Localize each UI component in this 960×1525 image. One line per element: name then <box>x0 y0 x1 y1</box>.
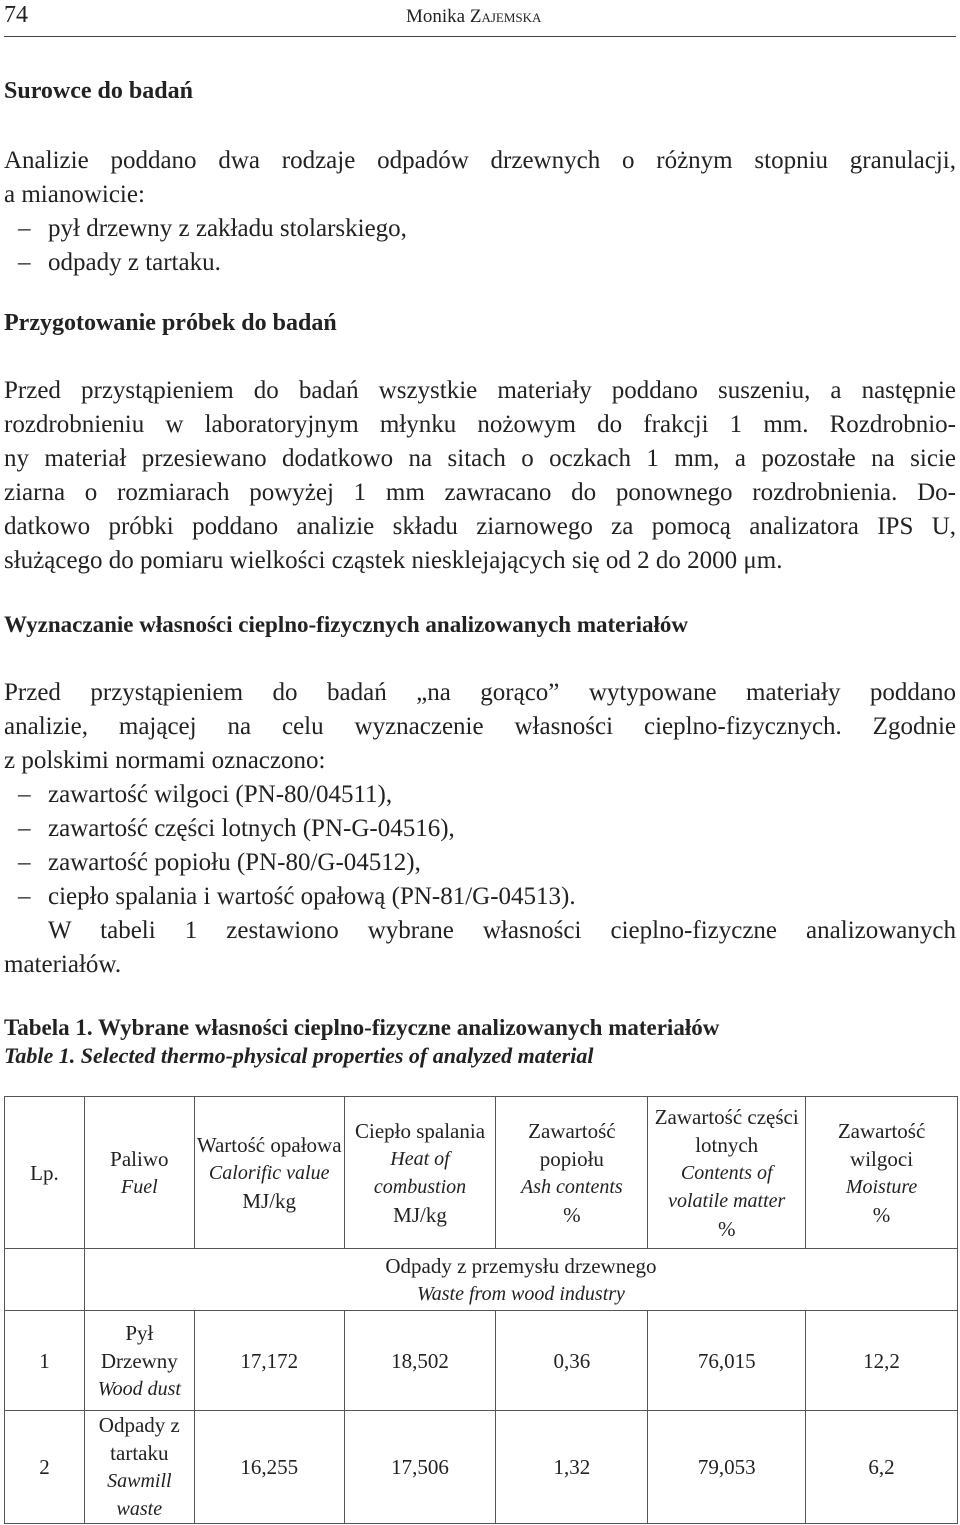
header-en: Ash contents <box>521 1175 623 1198</box>
header-pl: Zawartość popiołu <box>528 1118 616 1171</box>
cell-volatile: 79,053 <box>648 1411 806 1524</box>
table-caption-polish: Tabela 1. Wybrane własności cieplno-fizyczne analizowanych materiałów <box>4 1015 720 1040</box>
header-cell-moisture <box>806 1097 958 1249</box>
cell-lp: 2 <box>5 1411 85 1524</box>
author-first-name: Monika <box>406 6 470 27</box>
table-caption-english: Table 1. Selected thermo-physical properties of analyzed material <box>4 1043 594 1068</box>
header-pl: Paliwo <box>110 1146 169 1171</box>
group-lp-cell <box>5 1249 85 1311</box>
cell-calorific: 17,172 <box>194 1311 344 1411</box>
dash-bullet: – <box>18 781 31 808</box>
header-unit: % <box>717 1216 736 1241</box>
paragraph-thermophysical <box>4 676 956 778</box>
list-item <box>4 846 576 880</box>
header-cell-lp <box>5 1097 85 1249</box>
paragraph-table-intro <box>4 914 956 982</box>
header-pl: Ciepło spalania <box>354 1118 486 1143</box>
header-en: Moisture <box>845 1175 918 1198</box>
cell-fuel <box>84 1411 194 1524</box>
list-item <box>4 212 407 246</box>
fuel-en: Wood dust <box>97 1377 181 1400</box>
table-header-row <box>5 1097 958 1249</box>
list-item <box>4 246 407 280</box>
list-item-text: odpady z tartaku. <box>48 249 221 276</box>
section-heading-sample-preparation: Przygotowanie próbek do badań <box>4 310 337 336</box>
properties-table <box>4 1096 958 1524</box>
text-line: analizie, mającej na celu wyznaczenie własności cieplno-fizycznych. Zgodnie <box>4 713 956 740</box>
header-cell-calorific <box>194 1097 344 1249</box>
page-header <box>4 0 956 37</box>
list-item-text: zawartość popiołu (PN-80/G-04512), <box>48 849 421 876</box>
text-line: z polskimi normami oznaczono: <box>4 747 326 774</box>
cell-calorific: 16,255 <box>194 1411 344 1524</box>
running-head-author <box>406 6 541 28</box>
cell-lp: 1 <box>5 1311 85 1411</box>
fuel-en: Sawmill waste <box>107 1470 172 1520</box>
header-cell-fuel <box>84 1097 194 1249</box>
text-line: ziarna o rozmiarach powyżej 1 mm zawracano do ponownego rozdrobnienia. Do- <box>4 479 956 506</box>
dash-bullet: – <box>18 883 31 910</box>
dash-bullet: – <box>18 849 31 876</box>
group-label-en: Waste from wood industry <box>416 1282 625 1305</box>
cell-moisture: 6,2 <box>806 1411 958 1524</box>
header-pl: Zawartość części lotnych <box>654 1104 799 1157</box>
page-number: 74 <box>4 2 28 28</box>
materials-list <box>4 212 407 280</box>
text-line: W tabeli 1 zestawiono wybrane własności cieplno-fizyczne analizowanych <box>48 917 956 944</box>
cell-moisture: 12,2 <box>806 1311 958 1411</box>
header-unit: % <box>872 1202 891 1227</box>
list-item <box>4 812 576 846</box>
dash-bullet: – <box>18 815 31 842</box>
section-heading-materials: Surowce do badań <box>4 78 193 104</box>
cell-heat: 17,506 <box>344 1411 496 1524</box>
header-cell-heat <box>344 1097 496 1249</box>
author-last-name: Zajemska <box>469 6 542 27</box>
header-en: Heat of combustion <box>373 1147 467 1198</box>
text-line: Analizie poddano dwa rodzaje odpadów drzewnych o różnym stopniu granulacji, <box>4 147 956 174</box>
header-en: Contents of volatile matter <box>668 1161 786 1212</box>
text-line: Przed przystąpieniem do badań „na gorąco” wytypowane materiały poddano <box>4 679 956 706</box>
dash-bullet: – <box>18 249 31 276</box>
cell-heat: 18,502 <box>344 1311 496 1411</box>
dash-bullet: – <box>18 215 31 242</box>
text-line: ny materiał przesiewano dodatkowo na sitach o oczkach 1 mm, a pozostałe na sicie <box>4 445 956 472</box>
text-line: rozdrobnieniu w laboratoryjnym młynku nożowym do frakcji 1 mm. Rozdrobnio- <box>4 411 956 438</box>
list-item-text: zawartość części lotnych (PN-G-04516), <box>48 815 455 842</box>
text-line: Przed przystąpieniem do badań wszystkie materiały poddano suszeniu, a następnie <box>4 377 956 404</box>
header-en: Calorific value <box>208 1161 330 1184</box>
list-item-text: zawartość wilgoci (PN-80/04511), <box>48 781 393 808</box>
table-row <box>5 1411 958 1524</box>
header-unit: MJ/kg <box>393 1202 447 1227</box>
fuel-pl: Pył Drzewny <box>100 1320 178 1373</box>
header-unit: MJ/kg <box>242 1188 297 1213</box>
header-cell-ash <box>496 1097 648 1249</box>
table-group-row <box>5 1249 958 1311</box>
header-pl: Lp. <box>30 1160 59 1185</box>
cell-ash: 1,32 <box>496 1411 648 1524</box>
text-line: służącego do pomiaru wielkości cząstek niesklejających się od 2 do 2000 μm. <box>4 547 783 574</box>
header-pl: Zawartość wilgoci <box>837 1118 926 1171</box>
group-label-cell <box>84 1249 957 1311</box>
cell-fuel <box>84 1311 194 1411</box>
header-en: Fuel <box>121 1175 158 1198</box>
table-row <box>5 1311 958 1411</box>
paragraph-materials <box>4 144 956 212</box>
cell-volatile: 76,015 <box>648 1311 806 1411</box>
list-item-text: pył drzewny z zakładu stolarskiego, <box>48 215 407 242</box>
standards-list <box>4 778 576 914</box>
text-line: datkowo próbki poddano analizie składu ziarnowego za pomocą analizatora IPS U, <box>4 513 956 540</box>
list-item-text: ciepło spalania i wartość opałową (PN-81/G-04513). <box>48 883 576 910</box>
text-line: materiałów. <box>4 951 122 978</box>
cell-ash: 0,36 <box>496 1311 648 1411</box>
group-label-pl: Odpady z przemysłu drzewnego <box>385 1253 657 1278</box>
header-cell-volatile <box>648 1097 806 1249</box>
section-heading-thermophysical: Wyznaczanie własności cieplno-fizycznych analizowanych materiałów <box>4 612 688 637</box>
list-item <box>4 778 576 812</box>
header-pl: Wartość opałowa <box>196 1132 342 1157</box>
list-item <box>4 880 576 914</box>
fuel-pl: Odpady z tartaku <box>98 1413 180 1465</box>
header-unit: % <box>563 1202 581 1227</box>
paragraph-sample-preparation <box>4 374 956 578</box>
text-line: a mianowicie: <box>4 181 145 208</box>
